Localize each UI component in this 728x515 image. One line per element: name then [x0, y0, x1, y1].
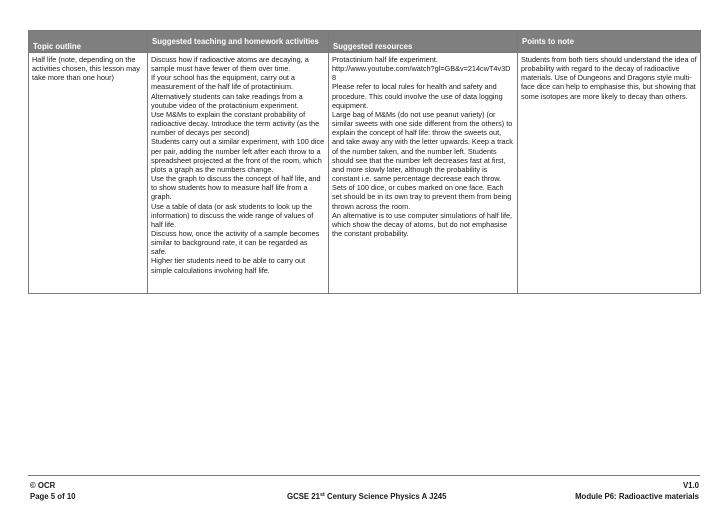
footer-course-title — [287, 492, 446, 502]
header-topic-outline: Topic outline — [29, 31, 148, 53]
cell-teaching-activities — [148, 53, 329, 294]
table-header-row — [29, 31, 701, 53]
teaching-paragraph: Use M&Ms to explain the constant probability of radioactive decay. Introduce the term activity (as the number of decays per second) — [151, 109, 320, 138]
teaching-paragraph: Use a table of data (or ask students to look up the information) to discuss the wide range of values of half life. — [151, 201, 314, 229]
points-text: Students from both tiers should understand the idea of probability with regard to the decay of radioactive materials. Use of Dungeons and Dragons style multi-face dice can help to emphasise this, but showing that some isotopes are more likely to decay than others. — [521, 55, 697, 101]
scheme-of-work-table — [28, 30, 701, 294]
footer-version: V1.0 — [682, 481, 699, 490]
resource-paragraph: Please refer to local rules for health and safety and procedure. This could involve the use of data logging equipment. — [332, 82, 503, 110]
course-title-superscript: st — [319, 492, 325, 498]
cell-suggested-resources — [329, 53, 518, 294]
resource-paragraph: Protactinium half life experiment. — [332, 55, 438, 64]
header-points-to-note: Points to note — [518, 31, 701, 53]
teaching-paragraph: Higher tier students need to be able to carry out simple calculations involving half life. — [151, 256, 306, 275]
teaching-paragraph: If your school has the equipment, carry out a measurement of the half life of protactinium. — [151, 73, 295, 92]
teaching-paragraph: Discuss how if radioactive atoms are decaying, a sample must have fewer of them over time. — [151, 55, 309, 74]
cell-topic-outline — [29, 53, 148, 294]
teaching-paragraph: Use the graph to discuss the concept of half life, and to show students how to measure half life from a graph. — [151, 174, 321, 202]
resource-paragraph: Sets of 100 dice, or cubes marked on one face. Each set should be in its own tray to prevent them from being thrown across the room. — [332, 183, 512, 211]
resource-link[interactable]: http://www.youtube.com/watch?gl=GB&v=214cwT4v3D8 — [332, 64, 511, 83]
header-teaching-activities: Suggested teaching and homework activities — [148, 31, 329, 53]
cell-points-to-note — [518, 53, 701, 294]
topic-text: Half life (note, depending on the activities chosen, this lesson may take more than one hour) — [32, 55, 140, 83]
header-suggested-resources: Suggested resources — [329, 31, 518, 53]
course-title-prefix: GCSE 21 — [287, 492, 320, 501]
footer-copyright: © OCR — [30, 481, 56, 490]
resource-paragraph: Large bag of M&Ms (do not use peanut variety) (or similar sweets with one side different from the others) to explain the concept of half life: throw the sweets out, and take away any with the letter upwards. Keep a track of the number taken, and the number left. Students should see that the number left decreases fast at first, and more slowly later, although the probability is constant i.e. same percentage decrease each throw. — [332, 109, 513, 184]
course-title-suffix: Century Science Physics A J245 — [324, 492, 447, 501]
table-row — [29, 53, 701, 294]
footer-page-number: Page 5 of 10 — [30, 492, 76, 501]
teaching-paragraph: Alternatively students can take readings from a youtube video of the protactinium experiment. — [151, 91, 303, 110]
resource-paragraph: An alternative is to use computer simulations of half life, which show the decay of atoms, but do not emphasise the constant probability. — [332, 210, 513, 238]
teaching-paragraph: Students carry out a similar experiment, with 100 dice per pair, adding the number left after each throw to a spreadsheet projected at the front of the room, which plots a graph as the numbers change. — [151, 137, 325, 174]
footer-module: Module P6: Radioactive materials — [575, 492, 699, 501]
footer-divider — [28, 475, 700, 476]
teaching-paragraph: Discuss how, once the activity of a sample becomes similar to background rate, it can be regarded as safe. — [151, 228, 320, 257]
